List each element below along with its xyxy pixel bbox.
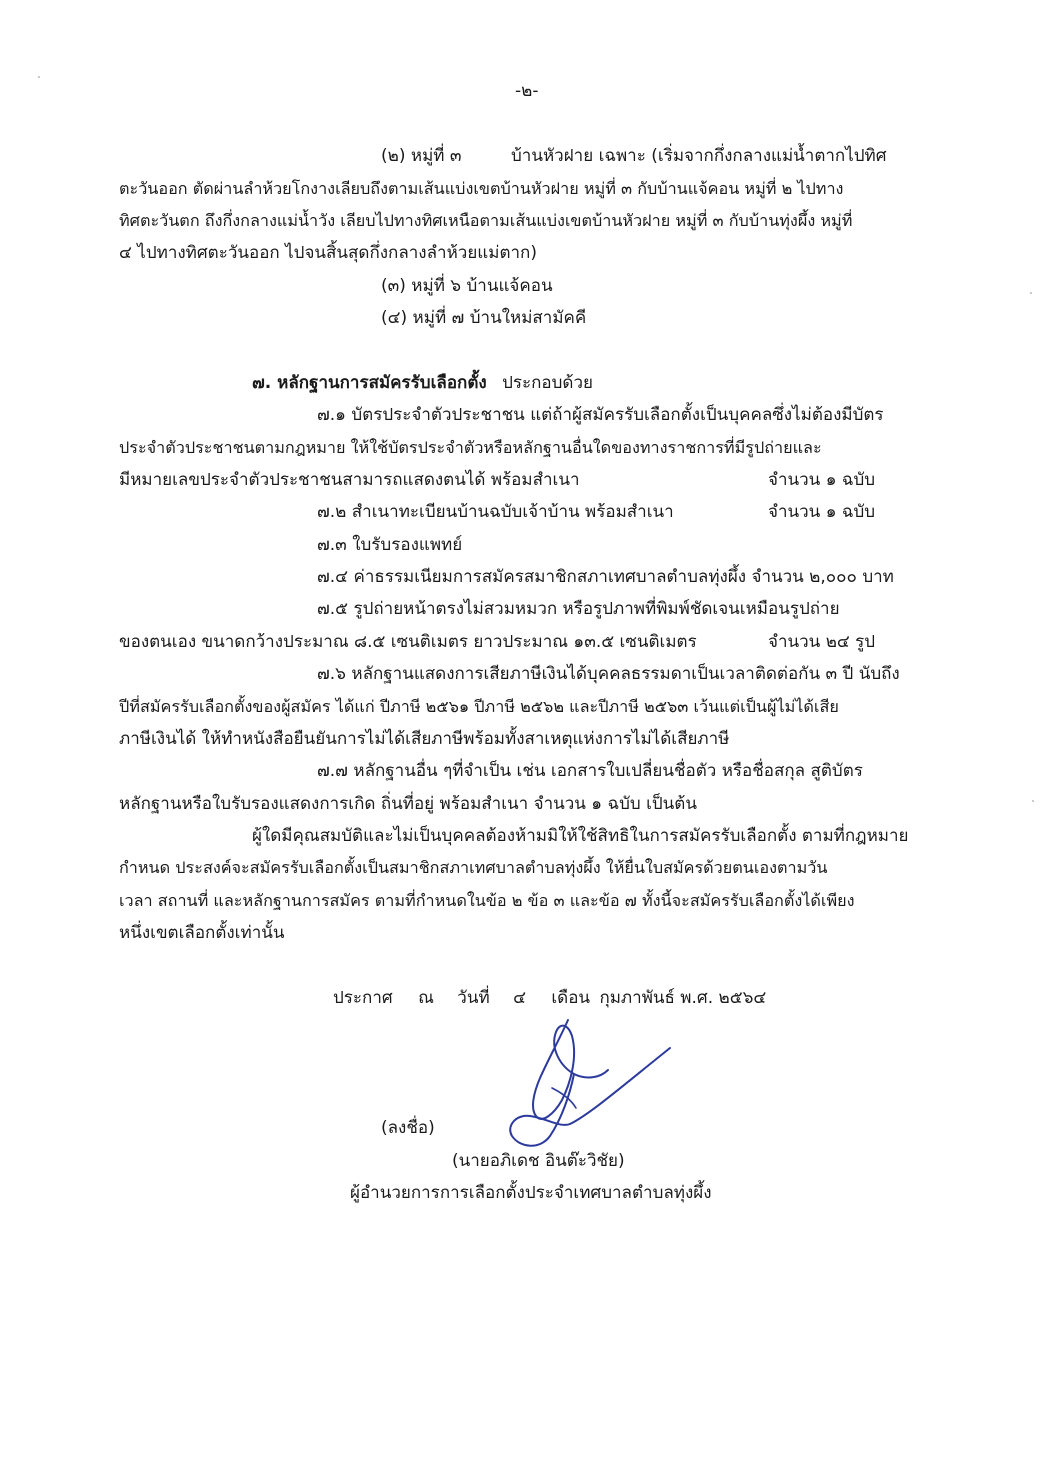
announcement-prefix: ประกาศ (333, 988, 393, 1008)
section-7-heading (252, 371, 593, 395)
zone-4: (๔) หมู่ที่ ๗ บ้านใหม่สามัคคี (381, 308, 587, 328)
item-7-6-line-3: ภาษีเงินได้ ให้ทำหนังสือยืนยันการไม่ได้เสียภาษีพร้อมทั้งสาเหตุแห่งการไม่ได้เสียภาษี (119, 729, 730, 749)
closing-line-3: เวลา สถานที่ และหลักฐานการสมัคร ตามที่กำหนดในข้อ ๒ ข้อ ๓ และข้อ ๗ ทั้งนี้จะสมัครรับเลือกตั้งได้เพียง (119, 891, 855, 910)
scan-speck (38, 76, 40, 78)
zone-3: (๓) หมู่ที่ ๖ บ้านแจ้คอน (381, 276, 553, 296)
closing-line-4: หนึ่งเขตเลือกตั้งเท่านั้น (119, 923, 285, 943)
handwritten-signature (490, 1018, 680, 1153)
scan-speck (1032, 800, 1034, 802)
closing-line-1: ผู้ใดมีคุณสมบัติและไม่เป็นบุคคลต้องห้ามมิให้ใช้สิทธิในการสมัครรับเลือกตั้ง ตามที่กฎหมาย (252, 826, 909, 846)
item-7-1-quantity: จำนวน ๑ ฉบับ (768, 470, 876, 490)
section-7-heading-title: ๗. หลักฐานการสมัครรับเลือกตั้ง (252, 373, 487, 393)
zone-2-line-4: ๔ ไปทางทิศตะวันออก ไปจนสิ้นสุดกึ่งกลางลำห้วยแม่ตาก) (119, 243, 537, 263)
item-7-5-quantity: จำนวน ๒๔ รูป (768, 632, 876, 652)
item-7-7-line-1: ๗.๗ หลักฐานอื่น ๆที่จำเป็น เช่น เอกสารใบเปลี่ยนชื่อตัว หรือชื่อสกุล สูติบัตร (317, 761, 863, 781)
item-7-1-line-2: ประจำตัวประชาชนตามกฎหมาย ให้ใช้บัตรประจำตัวหรือหลักฐานอื่นใดของทางราชการที่มีรูปถ่ายและ (119, 438, 822, 457)
scan-speck (1030, 292, 1032, 294)
signatory-position: ผู้อำนวยการการเลือกตั้งประจำเทศบาลตำบลทุ่งผึ้ง (350, 1183, 712, 1203)
announcement-at: ณ (418, 988, 434, 1008)
zone-2-line-1-text: บ้านหัวฝาย เฉพาะ (เริ่มจากกึ่งกลางแม่น้ำตากไปทิศ (511, 146, 887, 166)
announcement-day: ๔ (513, 988, 526, 1008)
announcement-day-label: วันที่ (457, 988, 490, 1008)
item-7-4: ๗.๔ ค่าธรรมเนียมการสมัครสมาชิกสภาเทศบาลตำบลทุ่งผึ้ง จำนวน ๒,๐๐๐ บาท (317, 567, 894, 587)
item-7-2: ๗.๒ สำเนาทะเบียนบ้านฉบับเจ้าบ้าน พร้อมสำเนา (317, 502, 674, 522)
announcement-date (333, 986, 766, 1010)
item-7-1-line-1: ๗.๑ บัตรประจำตัวประชาชน แต่ถ้าผู้สมัครรับเลือกตั้งเป็นบุคคลซึ่งไม่ต้องมีบัตร (317, 405, 884, 425)
item-7-6-line-2: ปีที่สมัครรับเลือกตั้งของผู้สมัคร ได้แก่ ปีภาษี ๒๕๖๑ ปีภาษี ๒๕๖๒ และปีภาษี ๒๕๖๓ เว้นแต่เป็นผู้ไม่ได้เสีย (119, 697, 839, 716)
zone-2-line-2: ตะวันออก ตัดผ่านลำห้วยโกงางเลียบถึงตามเส้นแบ่งเขตบ้านหัวฝาย หมู่ที่ ๓ กับบ้านแจ้คอน หมู่ที่ ๒ ไปทาง (119, 179, 844, 198)
page-number: -๒- (515, 81, 539, 101)
item-7-7-line-2: หลักฐานหรือใบรับรองแสดงการเกิด ถิ่นที่อยู่ พร้อมสำเนา จำนวน ๑ ฉบับ เป็นต้น (119, 794, 697, 814)
item-7-6-line-1: ๗.๖ หลักฐานแสดงการเสียภาษีเงินได้บุคคลธรรมดาเป็นเวลาติดต่อกัน ๓ ปี นับถึง (317, 664, 900, 684)
signature-stroke-loop (533, 1020, 608, 1119)
announcement-month-year: กุมภาพันธ์ พ.ศ. ๒๕๖๔ (599, 988, 767, 1008)
announcement-month-label: เดือน (551, 988, 591, 1008)
sign-label: (ลงชื่อ) (381, 1118, 435, 1138)
section-7-heading-tail: ประกอบด้วย (502, 373, 593, 393)
item-7-5-line-1: ๗.๕ รูปถ่ายหน้าตรงไม่สวมหมวก หรือรูปภาพที่พิมพ์ชัดเจนเหมือนรูปถ่าย (317, 599, 840, 619)
item-7-5-line-2: ของตนเอง ขนาดกว้างประมาณ ๘.๕ เซนติเมตร ยาวประมาณ ๑๓.๕ เซนติเมตร (119, 632, 697, 652)
signatory-name: (นายอภิเดช อินต๊ะวิชัย) (452, 1151, 625, 1171)
item-7-1-line-3: มีหมายเลขประจำตัวประชาชนสามารถแสดงตนได้ พร้อมสำเนา (119, 470, 580, 490)
item-7-2-quantity: จำนวน ๑ ฉบับ (768, 502, 876, 522)
zone-2-line-1-number: (๒) หมู่ที่ ๓ (381, 146, 462, 166)
item-7-3: ๗.๓ ใบรับรองแพทย์ (317, 535, 463, 555)
closing-line-2: กำหนด ประสงค์จะสมัครรับเลือกตั้งเป็นสมาชิกสภาเทศบาลตำบลทุ่งผึ้ง ให้ยื่นใบสมัครด้วยตนเองตามวัน (119, 858, 828, 877)
zone-2-line-3: ทิศตะวันตก ถึงกึ่งกลางแม่น้ำวัง เลียบไปทางทิศเหนือตามเส้นแบ่งเขตบ้านหัวฝาย หมู่ที่ ๓ กับบ้านทุ่งผึ้ง หมู่ที่ (119, 211, 853, 230)
